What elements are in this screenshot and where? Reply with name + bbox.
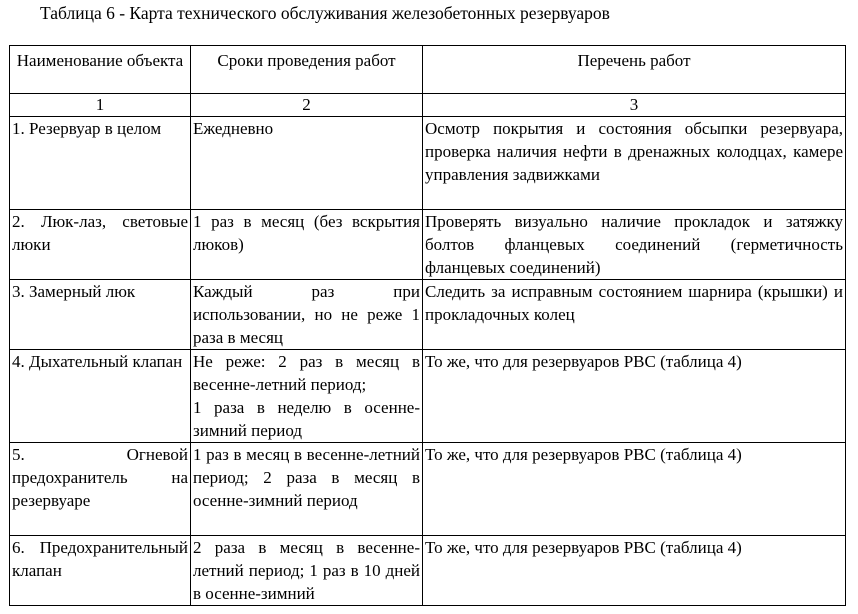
terms-text: Ежедневно	[193, 119, 274, 138]
table-row	[10, 350, 846, 443]
terms-text: 1 раз в месяц в весенне-летний период; 2 раза в месяц в осенне-зимний период	[193, 445, 420, 510]
terms-cell	[191, 350, 423, 443]
column-number-row	[10, 94, 846, 117]
terms-cell	[191, 443, 423, 536]
terms-cell	[191, 117, 423, 210]
works-cell: То же, что для резервуаров РВС (таблица 4)	[423, 536, 846, 606]
object-cell: 2. Люк-лаз, световые люки	[10, 210, 191, 280]
header-terms: Сроки проведения работ	[191, 46, 423, 94]
object-cell: 5. Огневой предохранитель на резервуаре	[10, 443, 191, 536]
table-row	[10, 280, 846, 350]
works-cell: Осмотр покрытия и состояния обсыпки резервуара, проверка наличия нефти в дренажных колодцах, камере управления задвижками	[423, 117, 846, 210]
terms-text: 1 раз в месяц (без вскрытия люков)	[193, 212, 420, 254]
object-cell: 6. Предохранительный клапан	[10, 536, 191, 606]
header-works: Перечень работ	[423, 46, 846, 94]
terms-text: Каждый раз при использовании, но не реже 1 раза в месяц	[193, 282, 420, 347]
works-cell: То же, что для резервуаров РВС (таблица 4)	[423, 350, 846, 443]
terms-text: 2 раза в месяц в весенне-летний период; 1 раз в 10 дней в осенне-зимний	[193, 538, 420, 603]
maintenance-table	[9, 45, 846, 606]
table-row	[10, 443, 846, 536]
header-row	[10, 46, 846, 94]
object-cell: 1. Резервуар в целом	[10, 117, 191, 210]
terms-cell	[191, 280, 423, 350]
table-row	[10, 117, 846, 210]
table-row	[10, 210, 846, 280]
works-cell: То же, что для резервуаров РВС (таблица 4)	[423, 443, 846, 536]
works-cell: Следить за исправным состоянием шарнира (крышки) и прокладочных колец	[423, 280, 846, 350]
terms-cell	[191, 210, 423, 280]
works-cell: Проверять визуально наличие прокладок и затяжку болтов фланцевых соединений (герметичность фланцевых соединений)	[423, 210, 846, 280]
object-cell: 4. Дыхательный клапан	[10, 350, 191, 443]
terms-text: 1 раза в неделю в осенне-зимний период	[193, 398, 420, 440]
terms-cell	[191, 536, 423, 606]
column-number: 2	[191, 94, 423, 117]
terms-text: Не реже: 2 раз в месяц в весенне-летний период;	[193, 352, 420, 394]
header-object: Наименование объекта	[10, 46, 191, 94]
table-row	[10, 536, 846, 606]
column-number: 1	[10, 94, 191, 117]
column-number: 3	[423, 94, 846, 117]
table-caption: Таблица 6 - Карта технического обслуживания железобетонных резервуаров	[40, 3, 610, 23]
object-cell: 3. Замерный люк	[10, 280, 191, 350]
